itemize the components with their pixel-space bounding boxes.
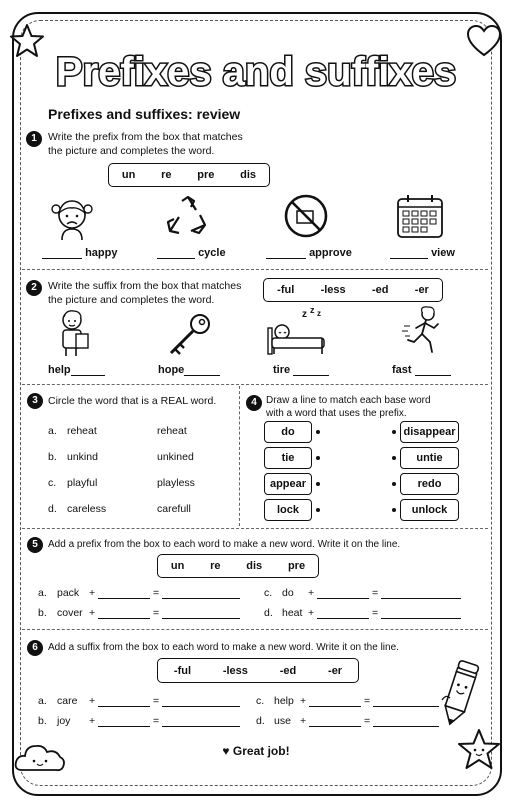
- match-dot[interactable]: [316, 456, 320, 460]
- answer-line[interactable]: [98, 588, 150, 599]
- prefix-word-box[interactable]: redo: [400, 473, 459, 495]
- section-6-number: 6: [27, 640, 43, 656]
- match-dot[interactable]: [316, 508, 320, 512]
- prefix-word-box[interactable]: disappear: [400, 421, 459, 443]
- footer-message: ♥ Great job!: [222, 744, 290, 758]
- box-word: -ed: [371, 284, 389, 296]
- section-3-number: 3: [27, 393, 43, 409]
- box-word: -ful: [277, 284, 295, 296]
- title-text: Prefixes and suffixes: [55, 50, 457, 94]
- answer-line[interactable]: [162, 588, 240, 599]
- recycle-icon: [165, 195, 211, 237]
- equation-row: c. help + =: [256, 695, 439, 707]
- sleeping-bed-icon: [266, 306, 328, 358]
- section-3-instruction: Circle the word that is a REAL word.: [48, 395, 217, 407]
- word-option[interactable]: careless: [67, 503, 107, 515]
- real-word-row: b. unkind: [48, 451, 98, 463]
- box-word: dis: [240, 169, 257, 181]
- box-word: -less: [320, 284, 346, 296]
- calendar-icon: [395, 193, 445, 239]
- match-dot[interactable]: [392, 482, 396, 486]
- answer-line[interactable]: [162, 696, 240, 707]
- section-divider: [22, 528, 488, 529]
- word-option[interactable]: reheat: [157, 425, 187, 437]
- box-word: pre: [197, 169, 215, 181]
- answer-line[interactable]: [381, 608, 461, 619]
- equation-row: c. do + =: [264, 587, 461, 599]
- match-dot[interactable]: [392, 430, 396, 434]
- word-option[interactable]: unkind: [67, 451, 98, 463]
- sad-girl-icon: [50, 195, 94, 241]
- word-happy: happy: [42, 247, 117, 259]
- box-word: re: [210, 560, 221, 572]
- word-fast: fast: [392, 364, 451, 376]
- equation-row: d. use + =: [256, 715, 439, 727]
- answer-line[interactable]: [98, 716, 150, 727]
- word-option[interactable]: playful: [67, 477, 98, 489]
- heart-icon: ♥: [222, 744, 230, 758]
- box-word: -er: [414, 284, 429, 296]
- word-hope: hope: [158, 364, 220, 376]
- answer-line[interactable]: [373, 696, 439, 707]
- column-divider: [239, 386, 240, 526]
- word-option[interactable]: playless: [157, 477, 195, 489]
- section-6-instruction: Add a suffix from the box to each word to make a new word. Write it on the line.: [48, 642, 399, 653]
- word-approve: approve: [266, 247, 352, 259]
- equation-row: d. heat + =: [264, 607, 461, 619]
- answer-line[interactable]: [309, 696, 361, 707]
- real-word-row: d. careless: [48, 503, 107, 515]
- smiling-star-icon: [456, 727, 502, 773]
- word-cycle: cycle: [157, 247, 226, 259]
- section-divider: [22, 384, 488, 385]
- real-word-row: a. reheat: [48, 425, 97, 437]
- box-word: re: [161, 169, 172, 181]
- base-word-box[interactable]: tie: [264, 447, 312, 469]
- match-dot[interactable]: [392, 456, 396, 460]
- box-word: -less: [222, 664, 248, 677]
- suffix-box-6: [157, 658, 359, 683]
- word-option[interactable]: reheat: [67, 425, 97, 437]
- answer-line[interactable]: [162, 716, 240, 727]
- prefix-box-5: [157, 554, 319, 578]
- word-option[interactable]: unkined: [157, 451, 194, 463]
- equation-row: a. care + =: [38, 695, 240, 707]
- match-dot[interactable]: [316, 430, 320, 434]
- word-help: help: [48, 364, 105, 376]
- word-view: view: [390, 247, 455, 259]
- box-word: -er: [328, 664, 343, 677]
- worksheet-title: [0, 40, 512, 100]
- prefix-word-box[interactable]: untie: [400, 447, 459, 469]
- box-word: un: [121, 169, 136, 181]
- box-word: -ed: [279, 664, 297, 677]
- section-4-instruction: Draw a line to match each base word with a word that uses the prefix.: [266, 395, 431, 419]
- equation-row: b. cover + =: [38, 607, 240, 619]
- box-word: dis: [246, 560, 263, 572]
- answer-line[interactable]: [309, 716, 361, 727]
- subtitle: Prefixes and suffixes: review: [48, 106, 241, 122]
- answer-line[interactable]: [373, 716, 439, 727]
- section-1-number: 1: [26, 131, 42, 147]
- prefix-box-1: [108, 163, 270, 187]
- box-word: -ful: [173, 664, 192, 677]
- runner-icon: [402, 306, 446, 358]
- base-word-box[interactable]: lock: [264, 499, 312, 521]
- answer-line[interactable]: [381, 588, 461, 599]
- section-5-instruction: Add a prefix from the box to each word to make a new word. Write it on the line.: [48, 539, 401, 550]
- svg-text:z: z: [302, 309, 307, 320]
- prefix-word-box[interactable]: unlock: [400, 499, 459, 521]
- section-1-instruction: Write the prefix from the box that matches the picture and completes the word.: [48, 131, 243, 157]
- no-sign-icon: [283, 193, 329, 239]
- box-word: pre: [287, 560, 306, 572]
- base-word-box[interactable]: do: [264, 421, 312, 443]
- suffix-box-2: [263, 278, 443, 302]
- answer-line[interactable]: [98, 608, 150, 619]
- cloud-icon: [14, 736, 66, 776]
- equation-row: a. pack + =: [38, 587, 240, 599]
- pencil-mascot-icon: [438, 656, 484, 730]
- match-dot[interactable]: [392, 508, 396, 512]
- section-2-instruction: Write the suffix from the box that matches the picture and completes the word.: [48, 280, 242, 306]
- match-dot[interactable]: [316, 482, 320, 486]
- answer-line[interactable]: [317, 588, 369, 599]
- section-divider: [22, 629, 488, 630]
- key-icon: [165, 312, 213, 358]
- section-divider: [22, 269, 488, 270]
- equation-row: b. joy + =: [38, 715, 240, 727]
- section-4-number: 4: [246, 395, 262, 411]
- svg-text:z: z: [317, 309, 321, 318]
- word-option[interactable]: carefull: [157, 503, 191, 515]
- box-word: un: [170, 560, 185, 572]
- section-2-number: 2: [26, 280, 42, 296]
- helper-boy-icon: [56, 308, 92, 358]
- answer-line[interactable]: [98, 696, 150, 707]
- base-word-box[interactable]: appear: [264, 473, 312, 495]
- answer-line[interactable]: [162, 608, 240, 619]
- svg-text:z: z: [310, 306, 315, 315]
- word-tire: tire: [273, 364, 329, 376]
- answer-line[interactable]: [317, 608, 369, 619]
- section-5-number: 5: [27, 537, 43, 553]
- real-word-row: c. playful: [48, 477, 98, 489]
